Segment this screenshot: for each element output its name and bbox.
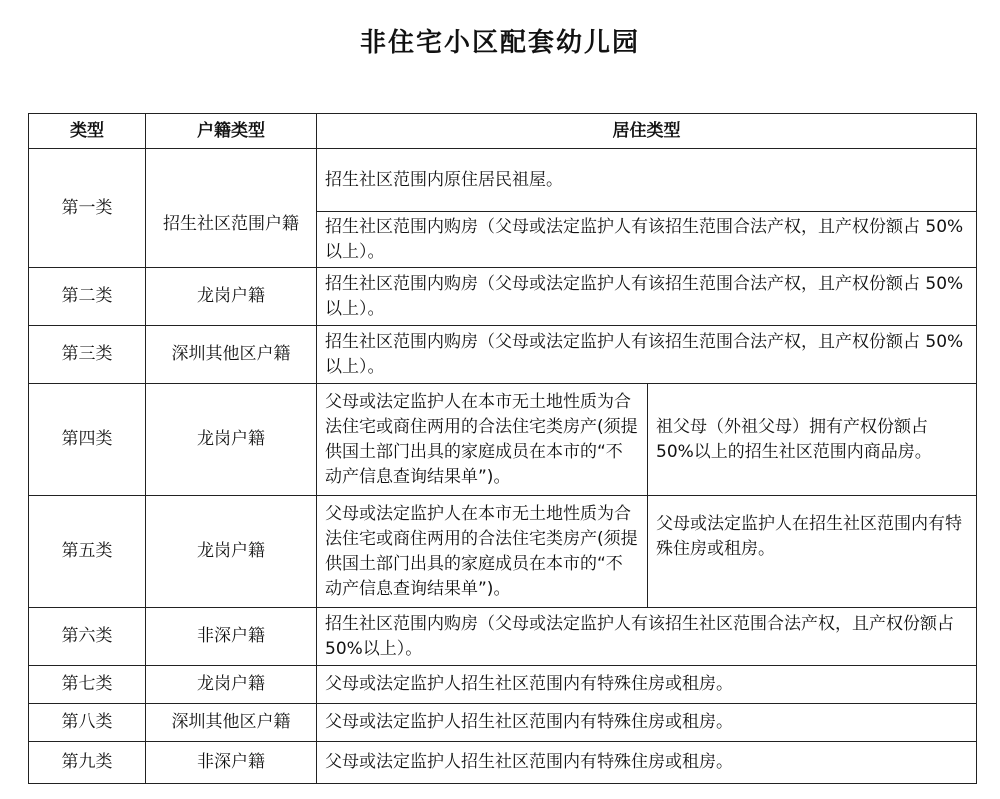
- hukou-cell: 龙岗户籍: [146, 666, 317, 704]
- hukou-cell: 招生社区范围户籍: [146, 149, 317, 268]
- residence-cell: 父母或法定监护人招生社区范围内有特殊住房或租房。: [317, 666, 977, 704]
- category-cell: 第五类: [29, 496, 146, 608]
- residence-right-cell: 祖父母（外祖父母）拥有产权份额占 50%以上的招生社区范围内商品房。: [648, 384, 977, 496]
- residence-cell: 招生社区范围内购房（父母或法定监护人有该招生范围合法产权，且产权份额占 50%以上）。: [317, 212, 977, 268]
- table-row: [29, 384, 977, 496]
- page-title: 非住宅小区配套幼儿园: [359, 28, 640, 58]
- residence-cell: 招生社区范围内购房（父母或法定监护人有该招生范围合法产权，且产权份额占 50%以上）。: [317, 268, 977, 326]
- admission-table: [28, 113, 977, 784]
- table-row: [29, 666, 977, 704]
- residence-cell: 招生社区范围内购房（父母或法定监护人有该招生社区范围合法产权，且产权份额占 50%以上）。: [317, 608, 977, 666]
- header-category: 类型: [29, 114, 146, 149]
- header-row: [29, 114, 977, 149]
- category-cell: 第六类: [29, 608, 146, 666]
- category-cell: 第二类: [29, 268, 146, 326]
- category-cell: 第四类: [29, 384, 146, 496]
- category-cell: 第九类: [29, 742, 146, 784]
- hukou-cell: 深圳其他区户籍: [146, 704, 317, 742]
- table-row: [29, 268, 977, 326]
- category-cell: 第七类: [29, 666, 146, 704]
- table-row: [29, 608, 977, 666]
- residence-right-cell: 父母或法定监护人在招生社区范围内有特殊住房或租房。: [648, 496, 977, 608]
- residence-cell: 父母或法定监护人招生社区范围内有特殊住房或租房。: [317, 742, 977, 784]
- residence-left-cell: 父母或法定监护人在本市无土地性质为合法住宅或商住两用的合法住宅类房产(须提供国土部门出具的家庭成员在本市的“不动产信息查询结果单”)。: [317, 384, 648, 496]
- residence-cell: 父母或法定监护人招生社区范围内有特殊住房或租房。: [317, 704, 977, 742]
- hukou-cell: 深圳其他区户籍: [146, 326, 317, 384]
- hukou-cell: 非深户籍: [146, 742, 317, 784]
- table-row: [29, 704, 977, 742]
- table-row: [29, 742, 977, 784]
- category-cell: 第一类: [29, 149, 146, 268]
- residence-cell: 招生社区范围内购房（父母或法定监护人有该招生范围合法产权，且产权份额占 50%以上）。: [317, 326, 977, 384]
- table-row: [29, 149, 977, 212]
- category-cell: 第三类: [29, 326, 146, 384]
- header-hukou: 户籍类型: [146, 114, 317, 149]
- table-row: [29, 326, 977, 384]
- category-cell: 第八类: [29, 704, 146, 742]
- header-residence: 居住类型: [317, 114, 977, 149]
- hukou-cell: 龙岗户籍: [146, 496, 317, 608]
- hukou-cell: 龙岗户籍: [146, 384, 317, 496]
- hukou-cell: 龙岗户籍: [146, 268, 317, 326]
- table-row: [29, 496, 977, 608]
- residence-cell: 招生社区范围内原住居民祖屋。: [317, 149, 977, 212]
- hukou-cell: 非深户籍: [146, 608, 317, 666]
- residence-left-cell: 父母或法定监护人在本市无土地性质为合法住宅或商住两用的合法住宅类房产(须提供国土部门出具的家庭成员在本市的“不动产信息查询结果单”)。: [317, 496, 648, 608]
